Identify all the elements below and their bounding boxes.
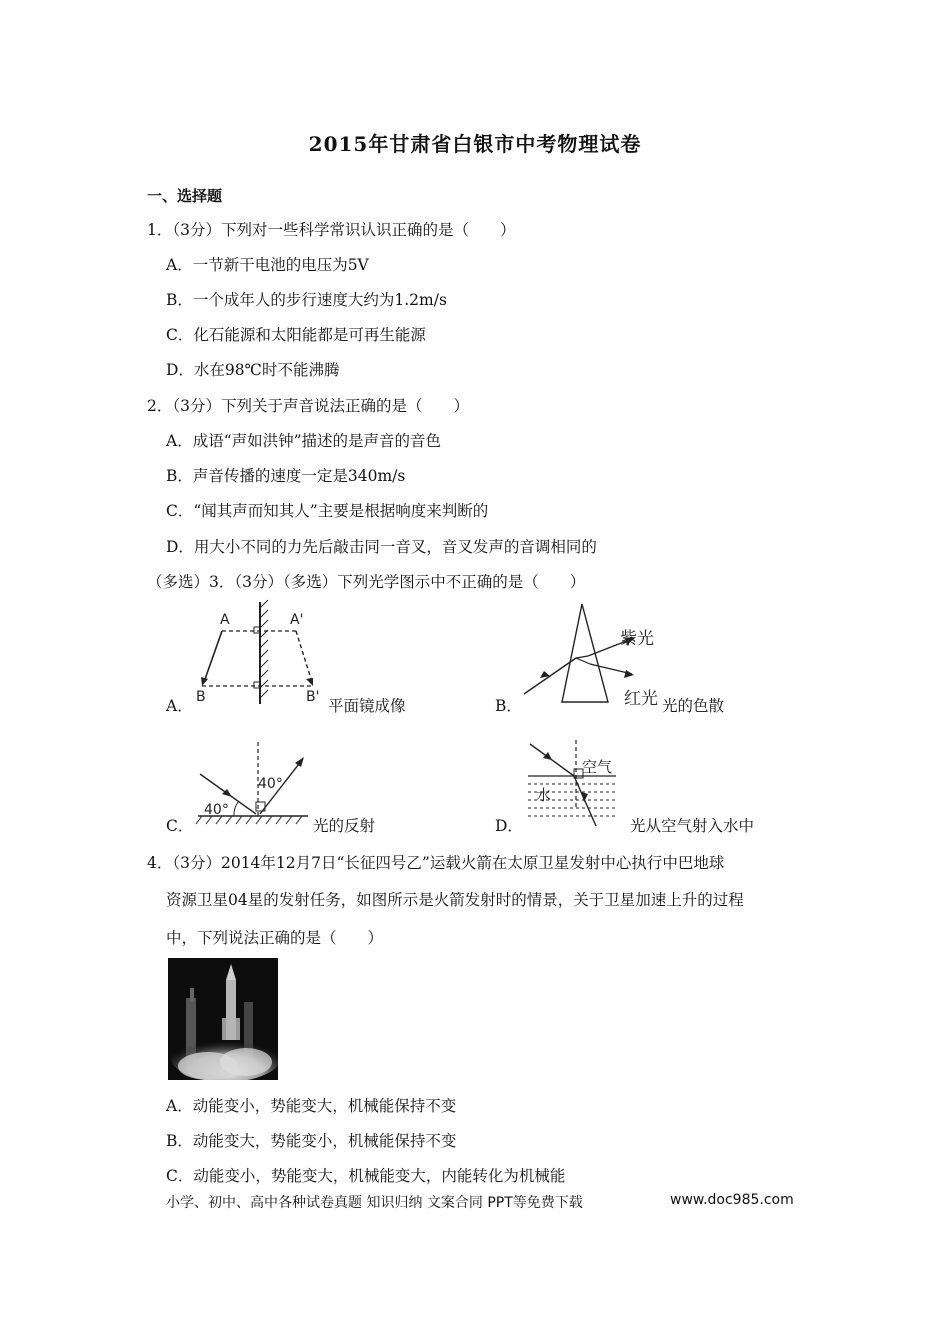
figure-a-label-b-prime: B' [306, 689, 320, 705]
figure-a-label-a-prime: A' [290, 612, 304, 628]
question-4-option-c: C．动能变小，势能变大，机械能变大，内能转化为机械能 [166, 1167, 566, 1185]
figure-a-label-a: A [220, 612, 230, 628]
footer-website-link[interactable]: www.doc985.com [670, 1192, 794, 1208]
reflection-diagram [190, 738, 315, 830]
figure-b-caption: 光的色散 [662, 697, 725, 715]
question-4-stem-line-1: 4．（3分）2014年12月7日“长征四号乙”运载火箭在太原卫星发射中心执行中巴地球 [147, 854, 725, 872]
figure-a-label-b: B [196, 689, 206, 705]
figure-d-label-air: 空气 [582, 758, 613, 776]
question-4-option-a: A．动能变小，势能变大，机械能保持不变 [166, 1097, 457, 1115]
question-3-option-b-letter: B． [495, 697, 522, 715]
question-1-option-b: B．一个成年人的步行速度大约为1.2m/s [166, 291, 447, 309]
question-1-stem: 1．（3分）下列对一些科学常识认识正确的是（ ） [147, 221, 516, 239]
figure-c-label-angle-bottom: 40° [204, 802, 229, 818]
question-2-stem: 2．（3分）下列关于声音说法正确的是（ ） [147, 397, 469, 415]
section-heading: 一、选择题 [147, 187, 223, 205]
question-2-option-a: A．成语“声如洪钟”描述的是声音的音色 [166, 432, 442, 450]
question-4-stem-line-3: 中，下列说法正确的是（ ） [166, 929, 384, 947]
question-1-option-d: D．水在98℃时不能沸腾 [166, 361, 340, 379]
plane-mirror-diagram [190, 598, 330, 710]
question-2-option-d: D．用大小不同的力先后敲击同一音叉，音叉发声的音调相同的 [166, 538, 597, 556]
question-3-stem: （多选）3．（3分）（多选）下列光学图示中不正确的是（ ） [147, 573, 586, 591]
figure-b-label-red: 红光 [624, 689, 658, 709]
refraction-diagram [516, 738, 631, 833]
question-3-option-a-letter: A． [166, 697, 193, 715]
question-2-option-c: C．“闻其声而知其人”主要是根据响度来判断的 [166, 502, 489, 520]
figure-d-label-water: 水 [536, 786, 552, 804]
question-2-option-b: B．声音传播的速度一定是340m/s [166, 467, 406, 485]
question-1-option-a: A．一节新干电池的电压为5V [166, 256, 369, 274]
rocket-launch-photo [168, 958, 278, 1080]
question-3-option-c-letter: C． [166, 817, 194, 835]
footer-description: 小学、初中、高中各种试卷真题 知识归纳 文案合同 PPT等免费下载 [166, 1195, 583, 1211]
question-4-stem-line-2: 资源卫星04星的发射任务，如图所示是火箭发射时的情景，关于卫星加速上升的过程 [166, 891, 744, 909]
figure-c-label-angle-top: 40° [258, 776, 283, 792]
figure-c-caption: 光的反射 [313, 817, 376, 835]
figure-d-caption: 光从空气射入水中 [630, 817, 755, 835]
page-title: 2015年甘肃省白银市中考物理试卷 [308, 132, 642, 156]
question-4-option-b: B．动能变大，势能变小，机械能保持不变 [166, 1132, 457, 1150]
figure-a-caption: 平面镜成像 [328, 697, 406, 715]
question-3-option-d-letter: D． [495, 817, 523, 835]
question-1-option-c: C．化石能源和太阳能都是可再生能源 [166, 326, 426, 344]
figure-b-label-violet: 紫光 [620, 629, 654, 649]
